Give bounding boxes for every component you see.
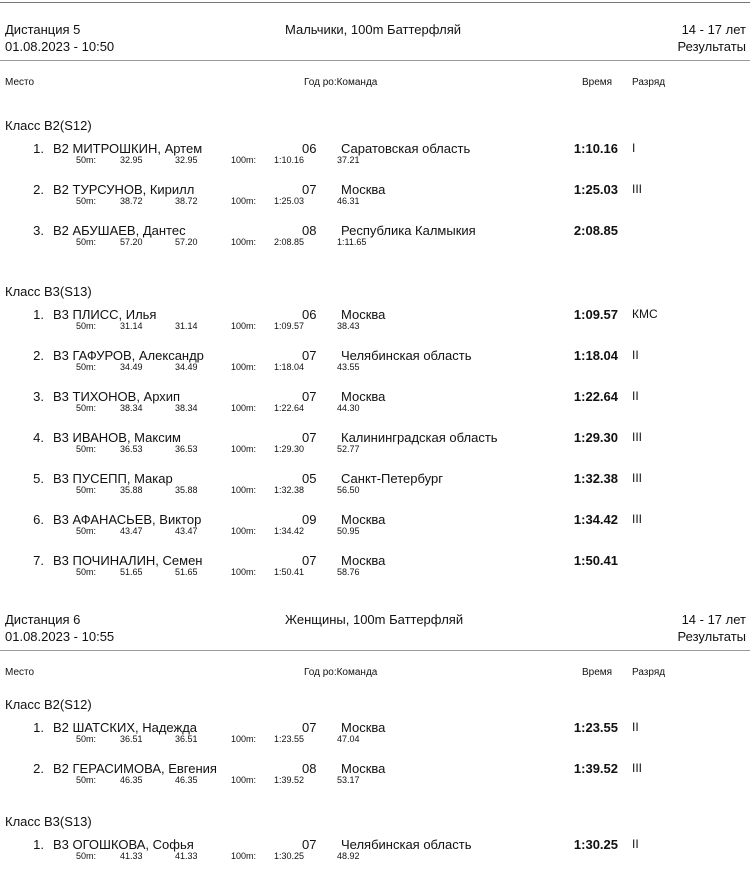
birth-year: 08 (302, 223, 317, 238)
split-100-label: 100m: (231, 485, 257, 495)
split-100-time: 1:10.16 (274, 155, 305, 165)
athlete-name: B2 МИТРОШКИН, Артем (53, 141, 203, 156)
split-100-time: 1:23.55 (274, 734, 305, 744)
split-100-label: 100m: (231, 237, 257, 247)
column-headers (0, 77, 750, 91)
event-age-group: 14 - 17 лет (681, 22, 746, 37)
split-50-lap: 36.51 (175, 734, 198, 744)
split-100-lap: 38.43 (337, 321, 360, 331)
column-time: Время (582, 667, 613, 678)
split-50-label: 50m: (76, 155, 97, 165)
result-place: 7. (33, 553, 44, 568)
split-50-lap: 36.53 (175, 444, 198, 454)
split-100-time: 1:50.41 (274, 567, 305, 577)
event-status: Результаты (677, 39, 746, 54)
split-50-time: 35.88 (120, 485, 143, 495)
birth-year: 07 (302, 720, 317, 735)
split-100-lap: 43.55 (337, 362, 360, 372)
split-50-time: 38.34 (120, 403, 143, 413)
split-100-lap: 44.30 (337, 403, 360, 413)
result-row (0, 182, 750, 223)
split-50-label: 50m: (76, 775, 97, 785)
split-100-time: 1:29.30 (274, 444, 305, 454)
athlete-name: B2 АБУШАЕВ, Дантес (53, 223, 186, 238)
split-50-label: 50m: (76, 851, 97, 861)
team-name: Санкт-Петербург (341, 471, 443, 486)
split-100-label: 100m: (231, 444, 257, 454)
split-50-label: 50m: (76, 237, 97, 247)
athlete-name: B3 АФАНАСЬЕВ, Виктор (53, 512, 202, 527)
results-list (0, 307, 750, 594)
final-time: 1:34.42 (573, 512, 618, 527)
class-title: Класс B3(S13) (5, 814, 92, 829)
split-50-time: 57.20 (120, 237, 143, 247)
split-100-lap: 53.17 (337, 775, 360, 785)
birth-year: 09 (302, 512, 317, 527)
split-100-lap: 50.95 (337, 526, 360, 536)
result-row (0, 307, 750, 348)
final-time: 1:50.41 (573, 553, 618, 568)
result-row (0, 553, 750, 594)
birth-year: 07 (302, 553, 317, 568)
split-100-lap: 1:11.65 (337, 237, 367, 247)
split-50-label: 50m: (76, 362, 97, 372)
split-50-time: 36.51 (120, 734, 143, 744)
split-100-lap: 46.31 (337, 196, 360, 206)
split-50-lap: 32.95 (175, 155, 198, 165)
team-name: Москва (341, 307, 386, 322)
split-50-lap: 41.33 (175, 851, 198, 861)
team-name: Москва (341, 720, 386, 735)
results-list (0, 837, 750, 878)
split-50-time: 51.65 (120, 567, 143, 577)
team-name: Москва (341, 761, 386, 776)
final-time: 1:22.64 (573, 389, 618, 404)
result-row (0, 141, 750, 182)
birth-year: 07 (302, 389, 317, 404)
result-place: 3. (33, 389, 44, 404)
birth-year: 07 (302, 348, 317, 363)
team-name: Челябинская область (341, 348, 472, 363)
rank-category: II (632, 389, 639, 403)
athlete-name: B3 ОГОШКОВА, Софья (53, 837, 194, 852)
split-50-time: 38.72 (120, 196, 143, 206)
split-50-label: 50m: (76, 444, 97, 454)
split-50-lap: 38.34 (175, 403, 198, 413)
split-100-lap: 37.21 (337, 155, 360, 165)
athlete-name: B2 ГЕРАСИМОВА, Евгения (53, 761, 217, 776)
result-row (0, 389, 750, 430)
column-place: Место (5, 667, 35, 678)
final-time: 1:30.25 (573, 837, 618, 852)
split-100-time: 1:39.52 (274, 775, 305, 785)
column-headers (0, 667, 750, 681)
header-divider (0, 650, 750, 651)
split-50-time: 43.47 (120, 526, 143, 536)
final-time: 1:09.57 (573, 307, 618, 322)
column-time: Время (582, 77, 613, 88)
column-rank: Разряд (632, 77, 666, 88)
split-100-label: 100m: (231, 567, 257, 577)
split-100-label: 100m: (231, 155, 257, 165)
birth-year: 07 (302, 837, 317, 852)
results-list (0, 141, 750, 264)
split-50-lap: 34.49 (175, 362, 198, 372)
top-rule (0, 2, 750, 3)
split-100-time: 1:34.42 (274, 526, 305, 536)
result-place: 5. (33, 471, 44, 486)
split-100-lap: 47.04 (337, 734, 360, 744)
split-100-lap: 52.77 (337, 444, 360, 454)
athlete-name: B3 ПУСЕПП, Макар (53, 471, 173, 486)
team-name: Республика Калмыкия (341, 223, 476, 238)
birth-year: 06 (302, 141, 317, 156)
event-datetime: 01.08.2023 - 10:55 (5, 629, 115, 644)
athlete-name: B2 ТУРСУНОВ, Кирилл (53, 182, 195, 197)
final-time: 1:32.38 (573, 471, 618, 486)
split-100-label: 100m: (231, 526, 257, 536)
result-row (0, 837, 750, 878)
rank-category: III (632, 471, 643, 485)
result-place: 2. (33, 348, 44, 363)
result-row (0, 512, 750, 553)
split-100-label: 100m: (231, 775, 257, 785)
class-title: Класс B2(S12) (5, 697, 92, 712)
final-time: 1:39.52 (573, 761, 618, 776)
result-place: 4. (33, 430, 44, 445)
split-50-lap: 38.72 (175, 196, 198, 206)
split-50-lap: 46.35 (175, 775, 198, 785)
result-place: 1. (33, 837, 44, 852)
split-100-label: 100m: (231, 403, 257, 413)
split-100-label: 100m: (231, 362, 257, 372)
event-datetime: 01.08.2023 - 10:50 (5, 39, 115, 54)
team-name: Москва (341, 512, 386, 527)
split-50-time: 46.35 (120, 775, 143, 785)
result-place: 6. (33, 512, 44, 527)
split-100-lap: 56.50 (337, 485, 360, 495)
header-divider (0, 60, 750, 61)
team-name: Саратовская область (341, 141, 471, 156)
result-place: 2. (33, 182, 44, 197)
event-number: Дистанция 6 (5, 612, 81, 627)
split-50-lap: 35.88 (175, 485, 198, 495)
rank-category: II (632, 837, 639, 851)
split-50-label: 50m: (76, 321, 97, 331)
result-place: 2. (33, 761, 44, 776)
split-100-lap: 48.92 (337, 851, 360, 861)
column-year-team: Год ро:Команда (304, 77, 378, 88)
split-100-time: 1:32.38 (274, 485, 305, 495)
rank-category: III (632, 761, 643, 775)
split-100-label: 100m: (231, 734, 257, 744)
event-header (0, 22, 750, 62)
split-50-label: 50m: (76, 734, 97, 744)
rank-category: I (632, 141, 636, 155)
column-place: Место (5, 77, 35, 88)
team-name: Челябинская область (341, 837, 472, 852)
split-50-lap: 31.14 (175, 321, 198, 331)
final-time: 1:29.30 (573, 430, 618, 445)
column-rank: Разряд (632, 667, 666, 678)
result-row (0, 430, 750, 471)
split-50-time: 41.33 (120, 851, 143, 861)
rank-category: II (632, 720, 639, 734)
result-row (0, 348, 750, 389)
split-50-lap: 43.47 (175, 526, 198, 536)
split-50-time: 32.95 (120, 155, 143, 165)
split-50-time: 31.14 (120, 321, 143, 331)
split-100-time: 1:22.64 (274, 403, 305, 413)
event-age-group: 14 - 17 лет (681, 612, 746, 627)
athlete-name: B3 ПЛИСС, Илья (53, 307, 157, 322)
split-50-label: 50m: (76, 196, 97, 206)
split-50-lap: 51.65 (175, 567, 198, 577)
athlete-name: B3 ИВАНОВ, Максим (53, 430, 181, 445)
split-100-label: 100m: (231, 196, 257, 206)
athlete-name: B3 ГАФУРОВ, Александр (53, 348, 204, 363)
result-place: 1. (33, 720, 44, 735)
rank-category: КМС (632, 307, 658, 321)
final-time: 1:25.03 (573, 182, 618, 197)
event-title: Женщины, 100m Баттерфляй (285, 612, 464, 627)
final-time: 2:08.85 (573, 223, 618, 238)
split-100-label: 100m: (231, 321, 257, 331)
split-50-lap: 57.20 (175, 237, 198, 247)
birth-year: 07 (302, 182, 317, 197)
split-100-label: 100m: (231, 851, 257, 861)
split-100-time: 1:25.03 (274, 196, 305, 206)
rank-category: III (632, 512, 643, 526)
result-row (0, 223, 750, 264)
class-title: Класс B2(S12) (5, 118, 92, 133)
split-50-time: 36.53 (120, 444, 143, 454)
event-section (0, 22, 750, 577)
result-row (0, 761, 750, 802)
result-place: 3. (33, 223, 44, 238)
event-number: Дистанция 5 (5, 22, 81, 37)
split-50-label: 50m: (76, 485, 97, 495)
team-name: Москва (341, 553, 386, 568)
result-row (0, 471, 750, 512)
split-100-time: 2:08.85 (274, 237, 305, 247)
birth-year: 05 (302, 471, 317, 486)
team-name: Москва (341, 389, 386, 404)
event-header (0, 612, 750, 652)
class-title: Класс B3(S13) (5, 284, 92, 299)
final-time: 1:23.55 (573, 720, 618, 735)
event-section (0, 612, 750, 861)
team-name: Калининградская область (341, 430, 498, 445)
split-100-time: 1:30.25 (274, 851, 305, 861)
rank-category: III (632, 182, 643, 196)
split-100-time: 1:09.57 (274, 321, 305, 331)
split-100-lap: 58.76 (337, 567, 360, 577)
rank-category: III (632, 430, 643, 444)
final-time: 1:18.04 (573, 348, 618, 363)
event-title: Мальчики, 100m Баттерфляй (285, 22, 462, 37)
birth-year: 07 (302, 430, 317, 445)
result-place: 1. (33, 307, 44, 322)
split-50-label: 50m: (76, 403, 97, 413)
team-name: Москва (341, 182, 386, 197)
result-row (0, 720, 750, 761)
event-status: Результаты (677, 629, 746, 644)
result-place: 1. (33, 141, 44, 156)
athlete-name: B3 ТИХОНОВ, Архип (53, 389, 181, 404)
column-year-team: Год ро:Команда (304, 667, 378, 678)
birth-year: 08 (302, 761, 317, 776)
athlete-name: B3 ПОЧИНАЛИН, Семен (53, 553, 203, 568)
split-50-label: 50m: (76, 526, 97, 536)
athlete-name: B2 ШАТСКИХ, Надежда (53, 720, 198, 735)
rank-category: II (632, 348, 639, 362)
results-list (0, 720, 750, 802)
split-50-time: 34.49 (120, 362, 143, 372)
split-50-label: 50m: (76, 567, 97, 577)
split-100-time: 1:18.04 (274, 362, 305, 372)
birth-year: 06 (302, 307, 317, 322)
final-time: 1:10.16 (573, 141, 618, 156)
